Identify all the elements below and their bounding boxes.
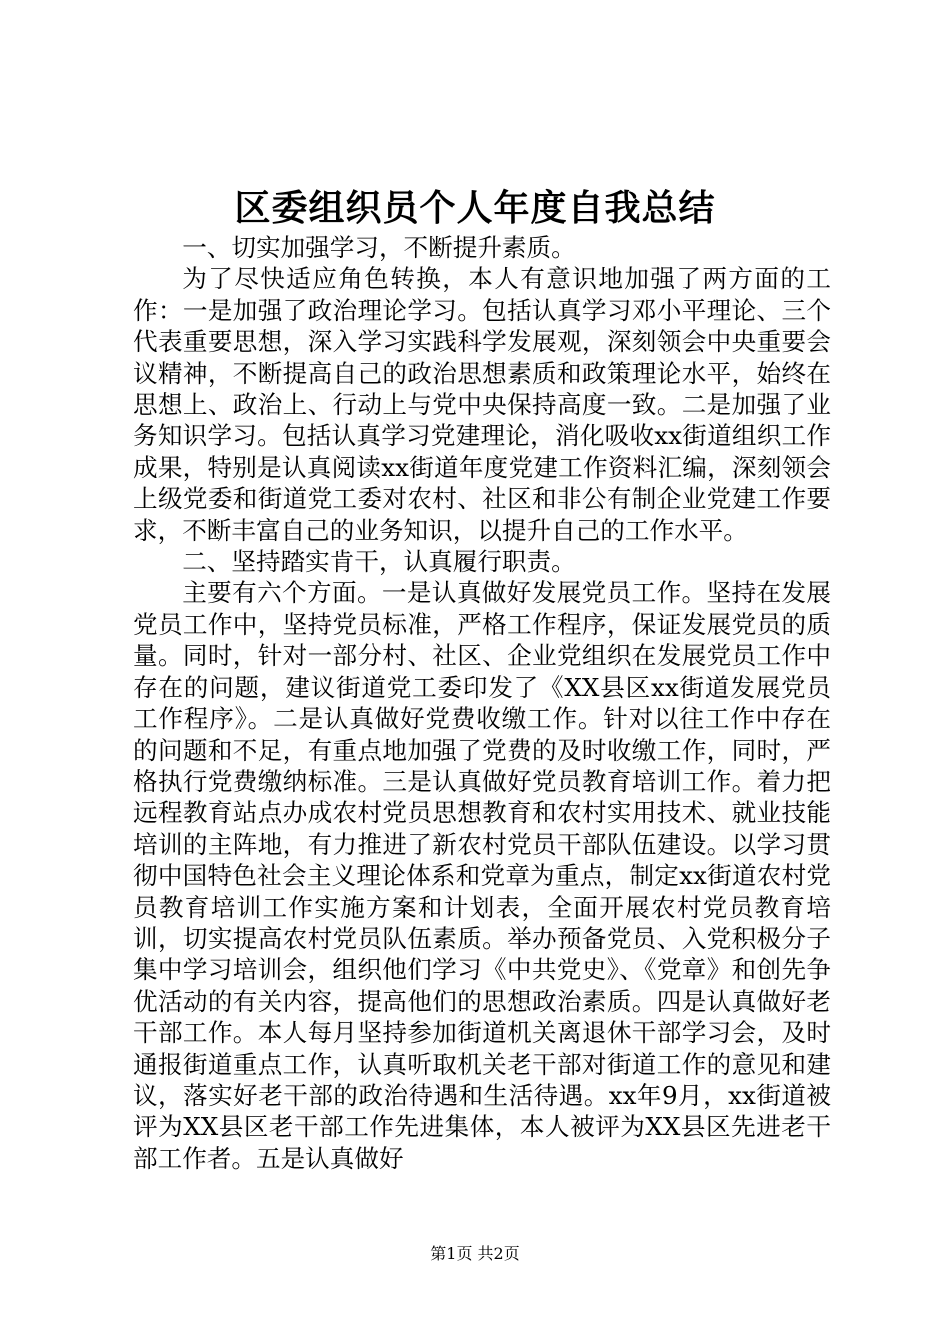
section-heading-1: 一、切实加强学习，不断提升素质。 xyxy=(182,233,576,262)
document-title: 区委组织员个人年度自我总结 xyxy=(234,187,716,229)
document-body xyxy=(133,232,831,1174)
section-heading-2: 二、坚持踏实肯干，认真履行职责。 xyxy=(182,547,576,577)
paragraph-duties: 主要有六个方面。一是认真做好发展党员工作。坚持在发展党员工作中，坚持党员标准，严格工作程序，保证发展党员的质量。同时，针对一部分村、社区、企业党组织在发展党员工作中存在的问题，建议街道党工委印发了《XX县区xx街道发展党员工作程序》。二是认真做好党费收缴工作。针对以往工作中存在的问题和不足，有重点地加强了党费的及时收缴工作，同时，严格执行党费缴纳标准。三是认真做好党员教育培训工作。着力把远程教育站点办成农村党员思想教育和农村实用技术、就业技能培训的主阵地，有力推进了新农村党员干部队伍建设。以学习贯彻中国特色社会主义理论体系和党章为重点，制定xx街道农村党员教育培训工作实施方案和计划表，全面开展农村党员教育培训，切实提高农村党员队伍素质。举办预备党员、入党积极分子集中学习培训会，组织他们学习《中共党史》、《党章》和创先争优活动的有关内容，提高他们的思想政治素质。四是认真做好老干部工作。本人每月坚持参加街道机关离退休干部学习会，及时通报街道重点工作，认真听取机关老干部对街道工作的意见和建议，落实好老干部的政治待遇和生活待遇。xx年9月，xx街道被评为XX县区老干部工作先进集体，本人被评为XX县区先进老干部工作者。五是认真做好 xyxy=(133,578,831,1173)
page-footer: 第1页 共2页 xyxy=(430,1244,520,1263)
paragraph-study: 为了尽快适应角色转换，本人有意识地加强了两方面的工作：一是加强了政治理论学习。包括认真学习邓小平理论、三个代表重要思想，深入学习实践科学发展观，深刻领会中央重要会议精神，不断提高自己的政治思想素质和政策理论水平，始终在思想上、政治上、行动上与党中央保持高度一致。二是加强了业务知识学习。包括认真学习党建理论，消化吸收xx街道组织工作成果，特别是认真阅读xx街道年度党建工作资料汇编，深刻领会上级党委和街道党工委对农村、社区和非公有制企业党建工作要求，不断丰富自己的业务知识，以提升自己的工作水平。 xyxy=(133,264,831,545)
